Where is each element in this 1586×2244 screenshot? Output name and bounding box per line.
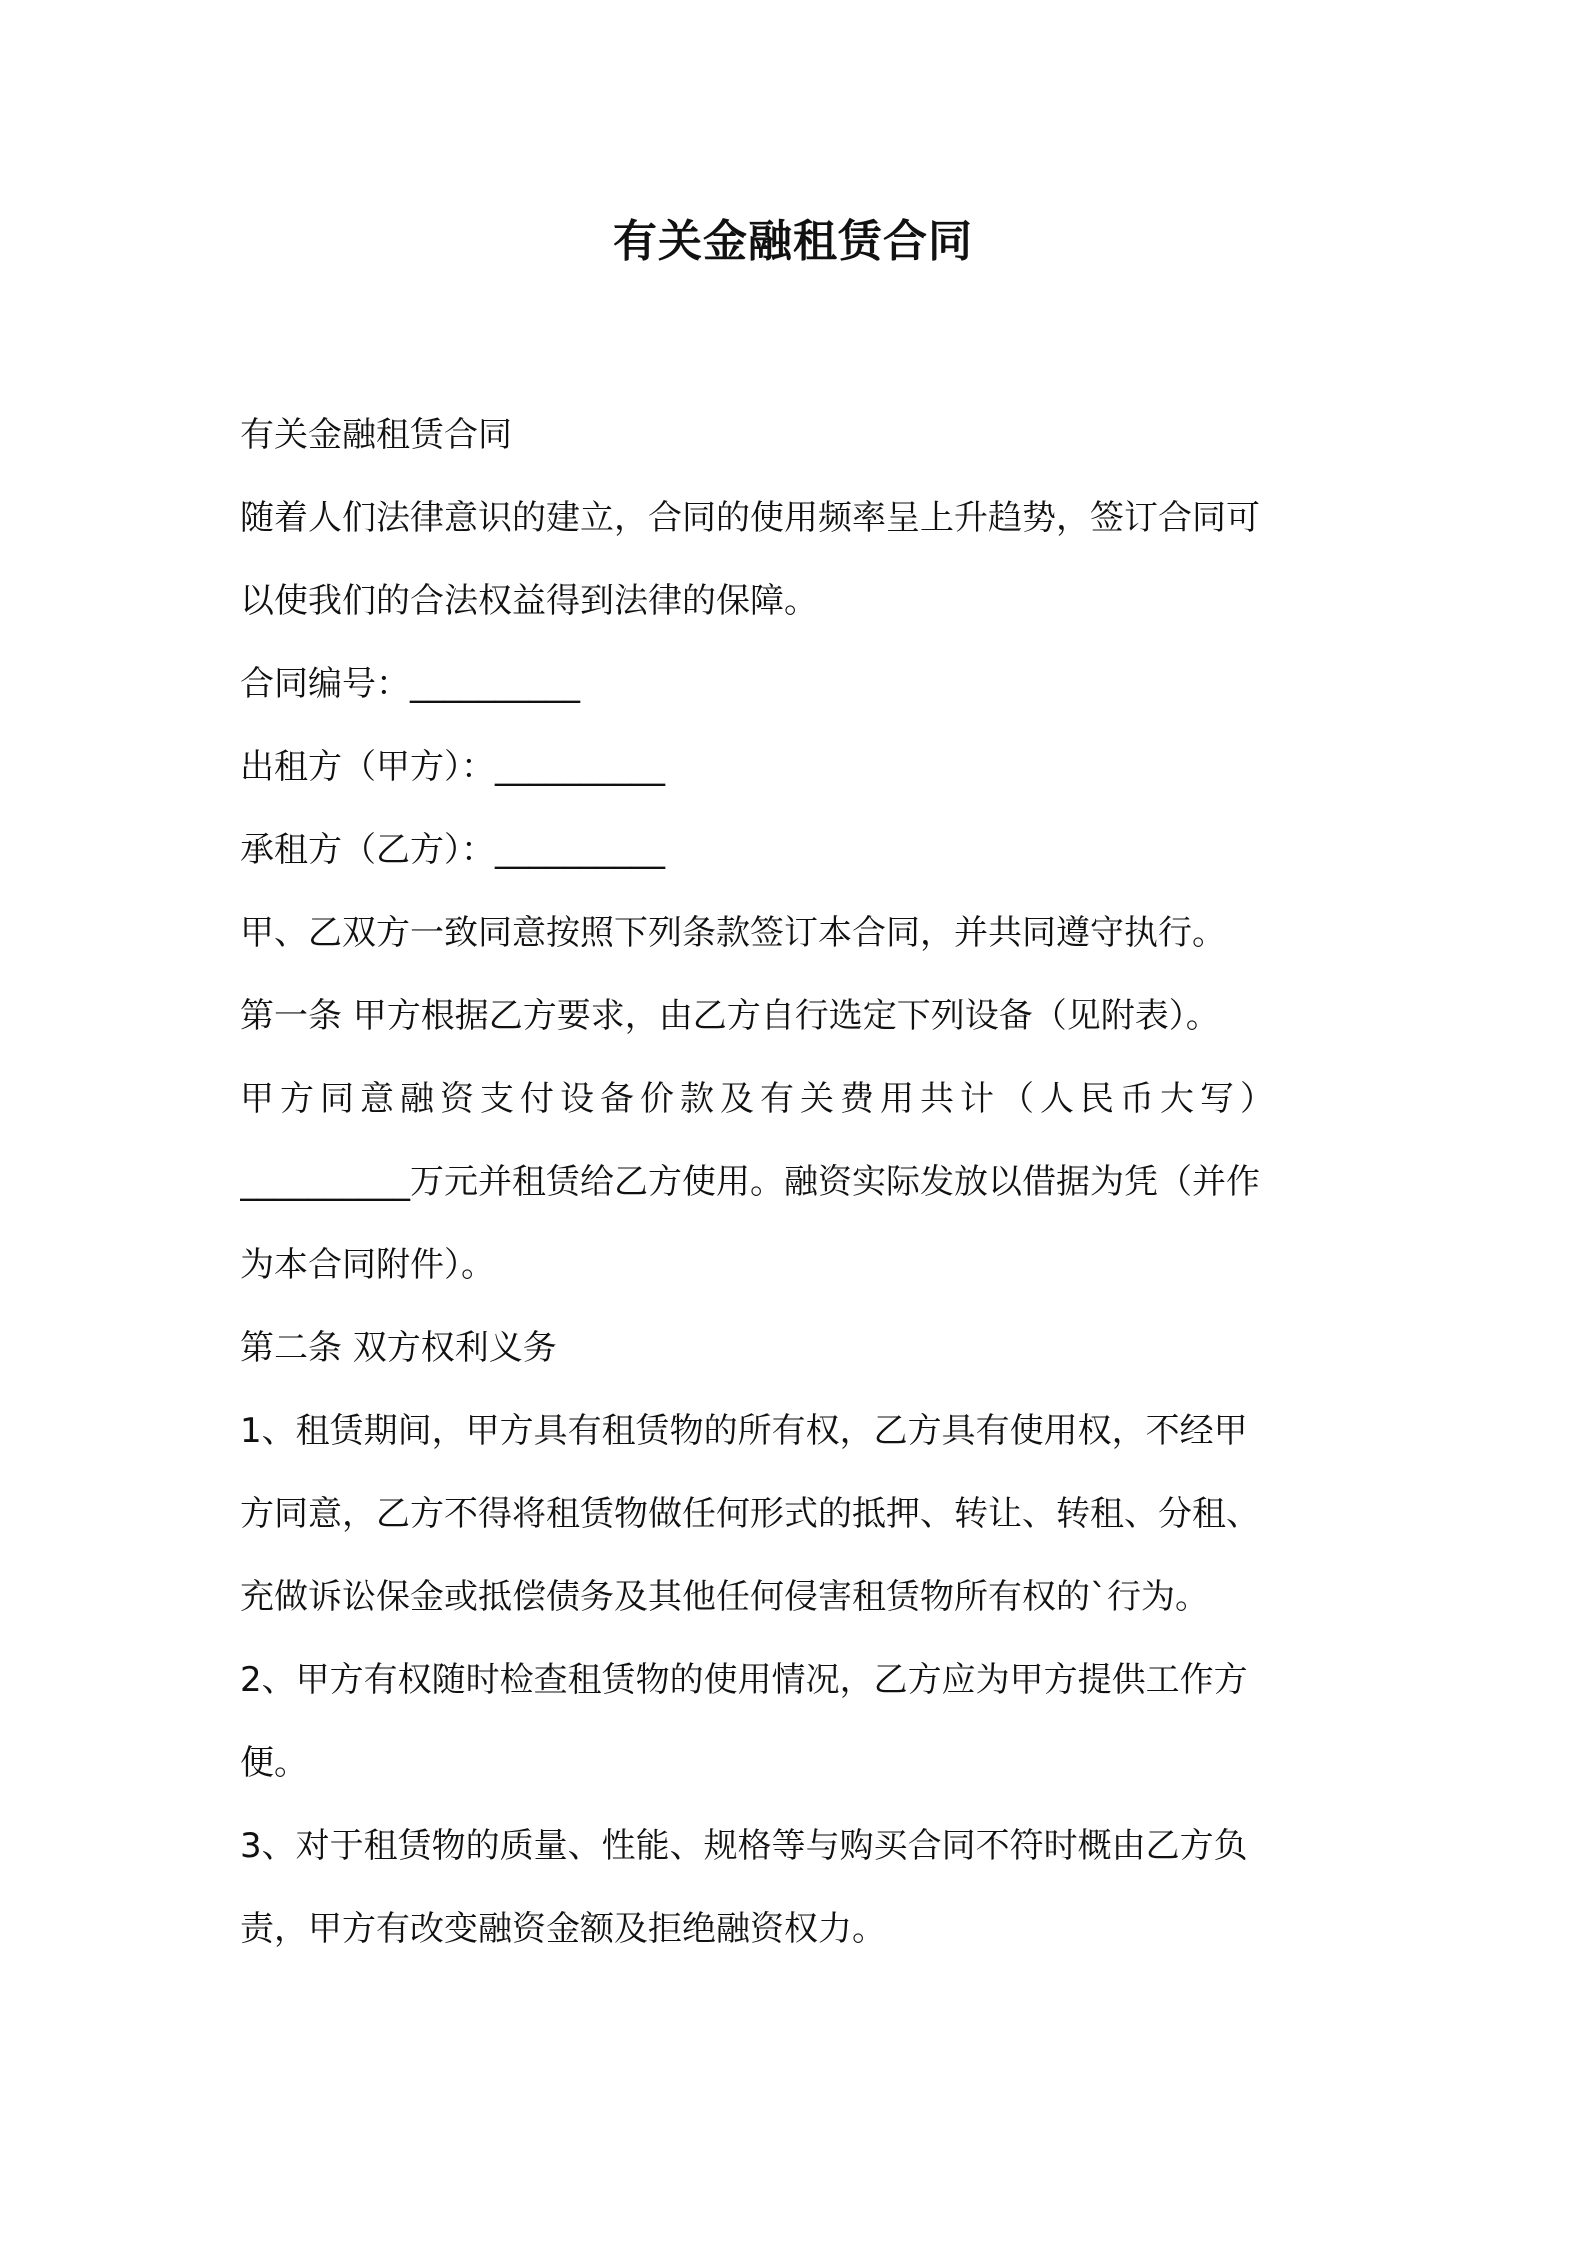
- clause-2-line-2: 便。: [240, 1743, 308, 1783]
- body-line-intro-2: 以使我们的合法权益得到法律的保障。: [240, 581, 818, 621]
- clause-2-line-1: 2、甲方有权随时检查租赁物的使用情况，乙方应为甲方提供工作方: [240, 1660, 1248, 1700]
- document-title: 有关金融租赁合同: [613, 216, 973, 267]
- lessor-line: 出租方（甲方）：__________: [240, 747, 665, 787]
- lessee-line: 承租方（乙方）：__________: [240, 830, 665, 870]
- article-1-line-4: 为本合同附件）。: [240, 1245, 495, 1285]
- body-line-intro-1: 随着人们法律意识的建立，合同的使用频率呈上升趋势，签订合同可: [240, 498, 1260, 538]
- clause-3-line-2: 责，甲方有改变融资金额及拒绝融资权力。: [240, 1909, 886, 1949]
- agreement-line: 甲、乙双方一致同意按照下列条款签订本合同，并共同遵守执行。: [240, 913, 1226, 953]
- clause-3-line-1: 3、对于租赁物的质量、性能、规格等与购买合同不符时概由乙方负: [240, 1826, 1248, 1866]
- body-line-heading: 有关金融租赁合同: [240, 415, 512, 455]
- contract-number-line: 合同编号：__________: [240, 664, 580, 704]
- clause-1-line-3: 充做诉讼保金或抵偿债务及其他任何侵害租赁物所有权的`行为。: [240, 1577, 1209, 1617]
- document-body: [240, 405, 1360, 1982]
- article-1-line-1: 第一条 甲方根据乙方要求，由乙方自行选定下列设备（见附表）。: [240, 996, 1220, 1036]
- article-2-heading: 第二条 双方权利义务: [240, 1328, 557, 1368]
- article-1-line-3: __________万元并租赁给乙方使用。融资实际发放以借据为凭（并作: [240, 1162, 1260, 1202]
- article-1-line-2: 甲方同意融资支付设备价款及有关费用共计（人民币大写）: [240, 1079, 1280, 1119]
- clause-1-line-1: 1、租赁期间，甲方具有租赁物的所有权，乙方具有使用权，不经甲: [240, 1411, 1248, 1451]
- clause-1-line-2: 方同意，乙方不得将租赁物做任何形式的抵押、转让、转租、分租、: [240, 1494, 1260, 1534]
